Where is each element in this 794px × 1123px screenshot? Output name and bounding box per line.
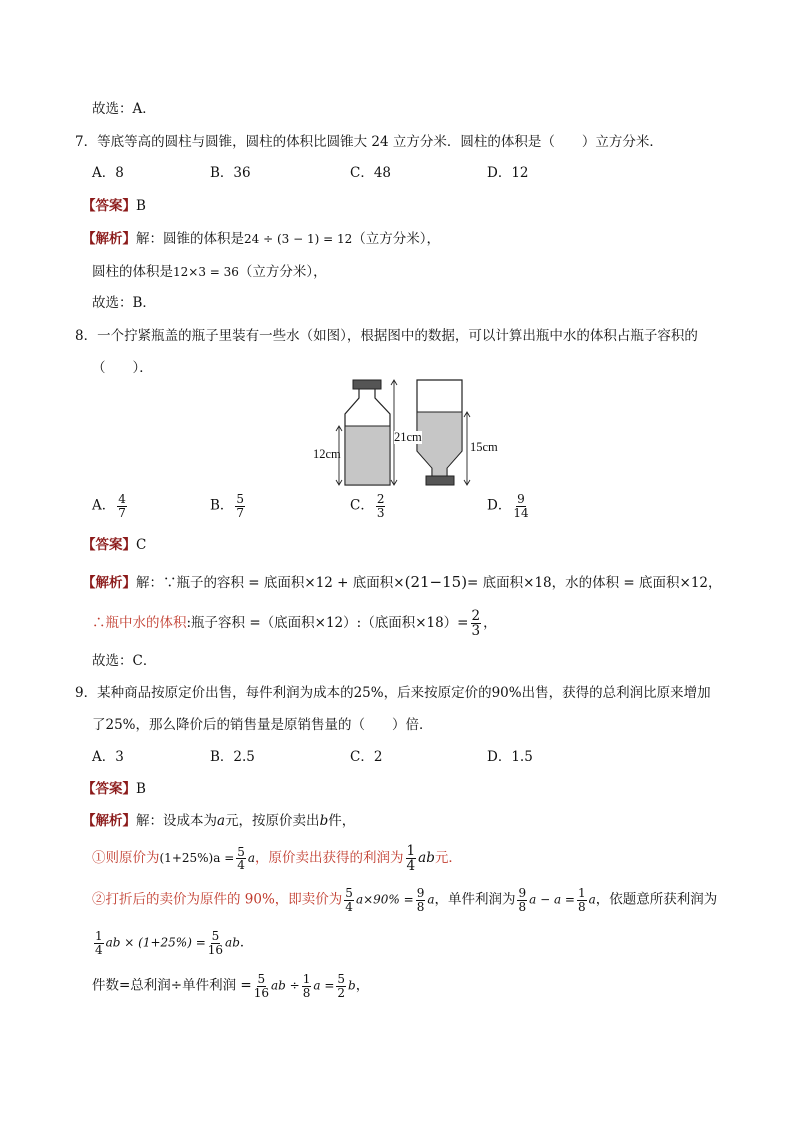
analysis-text: 解：圆锥的体积是 [136,231,244,247]
q7-option-d[interactable]: D．12 [487,165,529,181]
analysis-text: ∴瓶中水的体积 [92,615,187,632]
punctuation: ， [483,615,497,632]
q7-option-a[interactable]: A．8 [92,165,124,181]
formula: 24 ÷ (3 − 1) = 12 [244,232,353,246]
analysis-text: 解：∵瓶子的容积 = 底面积×12 + 底面积× [136,575,405,591]
q9-stem-line-2: 了25%，那么降价后的销售量是原销售量的（ ）倍． [92,717,433,733]
q9-step-1 [92,844,462,873]
formula: 12×3 = 36 [173,265,239,279]
q7-analysis-line-2 [92,266,327,280]
q9-option-c[interactable]: C．2 [350,749,383,765]
analysis-tag: 【解析】 [82,813,136,829]
numerator: 2 [376,492,385,506]
formula: ab × (1+25%) = [105,935,206,950]
answer-value: B [136,781,146,797]
q8-analysis-line-1 [82,575,722,591]
analysis-text: 解：设成本为 [136,813,217,829]
analysis-tag: 【解析】 [82,575,136,591]
punctuation: ， [355,977,370,994]
q8-option-d[interactable] [487,493,531,519]
option-letter: D． [487,497,512,514]
answer-value: C [136,537,147,553]
q7-analysis-line-1 [82,233,440,247]
numerator: 2 [471,608,481,624]
option-letter: C． [350,497,374,514]
answer-value: B [136,198,146,214]
q8-option-b[interactable] [210,493,247,519]
option-letter: B． [210,497,234,514]
answer-tag: 【答案】 [82,198,136,214]
q9-step-2-continued: $\frac{1}{4}$ ab × (1+25%) = $\frac{5}{16}$ ab． [95,929,254,957]
q8-option-a[interactable] [92,493,129,519]
step-text: ，单件利润为 [434,891,516,908]
q9-analysis-line-1 [82,815,355,829]
analysis-tag: 【解析】 [82,231,136,247]
variable-b: b [348,978,356,993]
numerator: 9 [517,492,525,506]
step-text: 元． [434,850,462,867]
variable-a: a [217,813,226,829]
q7-option-c[interactable]: C．48 [350,165,392,181]
denominator: 4 [237,858,245,873]
formula: a − a = [529,892,575,907]
answer-tag: 【答案】 [82,781,136,797]
formula: = 底面积×18 [467,575,552,591]
q9-stem-line-1: 9．某种商品按原定价出售，每件利润为成本的25%，后来按原定价的90%出售，获得的总利润比原来增加 [75,685,711,701]
q9-option-a[interactable]: A．3 [92,749,124,765]
q7-stem: 7．等底等高的圆柱与圆锥，圆柱的体积比圆锥大 24 立方分米．圆柱的体积是（ ）立方分米． [75,134,663,150]
upright-bottle [336,380,397,485]
analysis-text: 件数=总利润÷单件利润 = [92,977,252,994]
numerator: 1 [406,843,416,859]
label-21cm: 21cm [394,430,422,444]
step-text: ，依题意所获利润为 [595,891,718,908]
denominator: 3 [471,623,481,640]
denominator: 4 [406,858,416,875]
variable-a: a [427,892,435,907]
analysis-text: 圆柱的体积是 [92,264,173,280]
numerator: 4 [118,492,126,506]
q7-option-b[interactable]: B．36 [210,165,251,181]
formula: ab ÷ [271,978,300,993]
step-text: ①则原价为 [92,850,160,867]
q8-analysis-line-2 [92,609,497,638]
formula: a×90% = [355,892,414,907]
q9-count-line: 件数=总利润÷单件利润 = $\frac{5}{16}$ ab ÷ $\frac{1}{8}$ a = $\frac{5}{2}$ b， [92,972,370,1000]
formula: (1+25%)a = [159,851,235,866]
denominator: 14 [513,505,529,520]
q9-answer [82,783,146,797]
previous-answer: 故选：A． [92,101,156,117]
formula: a = [313,978,335,993]
variable-ab: ab [418,850,435,867]
q8-stem-line-2: （ ）． [92,360,153,376]
bottle-figure [305,376,480,490]
variable-a: a [588,892,596,907]
variable-ab: ab [225,935,240,950]
variable-a: a [247,851,256,866]
step-text: ，原价卖出获得的利润为 [255,850,404,867]
formula: (21−15) [404,573,468,591]
analysis-text: 元，按原价卖出 [225,813,320,829]
unit-text: （立方分米）， [238,264,327,280]
inverted-bottle [417,380,470,485]
label-15cm: 15cm [470,440,498,454]
variable-b: b [319,813,329,829]
option-letter: A． [92,497,116,514]
q9-option-d[interactable]: D．1.5 [487,749,533,765]
q9-option-b[interactable]: B．2.5 [210,749,255,765]
analysis-text: ，水的体积 = 底面积×12， [551,575,722,591]
denominator: 3 [376,505,385,520]
q8-option-c[interactable] [350,493,387,519]
analysis-text: :瓶子容积 =（底面积×12）:（底面积×18）= [186,615,469,632]
q7-conclusion: 故选：B． [92,295,156,311]
q8-stem-line-1: 8．一个拧紧瓶盖的瓶子里装有一些水（如图），根据图中的数据，可以计算出瓶中水的体积占瓶子容积的 [75,328,698,344]
punctuation: ． [239,934,254,951]
unit-text: （立方分米）， [352,231,440,247]
label-12cm: 12cm [313,447,341,461]
denominator: 7 [236,505,245,520]
numerator: 5 [236,492,245,506]
step-text: ②打折后的卖价为原件的 90%，即卖价为 [92,891,343,908]
analysis-text: 件， [328,813,356,829]
q9-step-2: ②打折后的卖价为原件的 90%，即卖价为 $\frac{5}{4}$ a×90% = $\frac{9}{8}$ a，单件利润为 $\frac{9}{8}$ a − a = $\frac{1}{8}$ a，依题意所获利润为 [92,886,718,914]
denominator: 7 [118,505,126,520]
q8-conclusion: 故选：C． [92,653,157,669]
numerator: 5 [237,844,245,859]
q8-answer [82,539,146,553]
answer-tag: 【答案】 [82,537,136,553]
q7-answer [82,200,146,214]
